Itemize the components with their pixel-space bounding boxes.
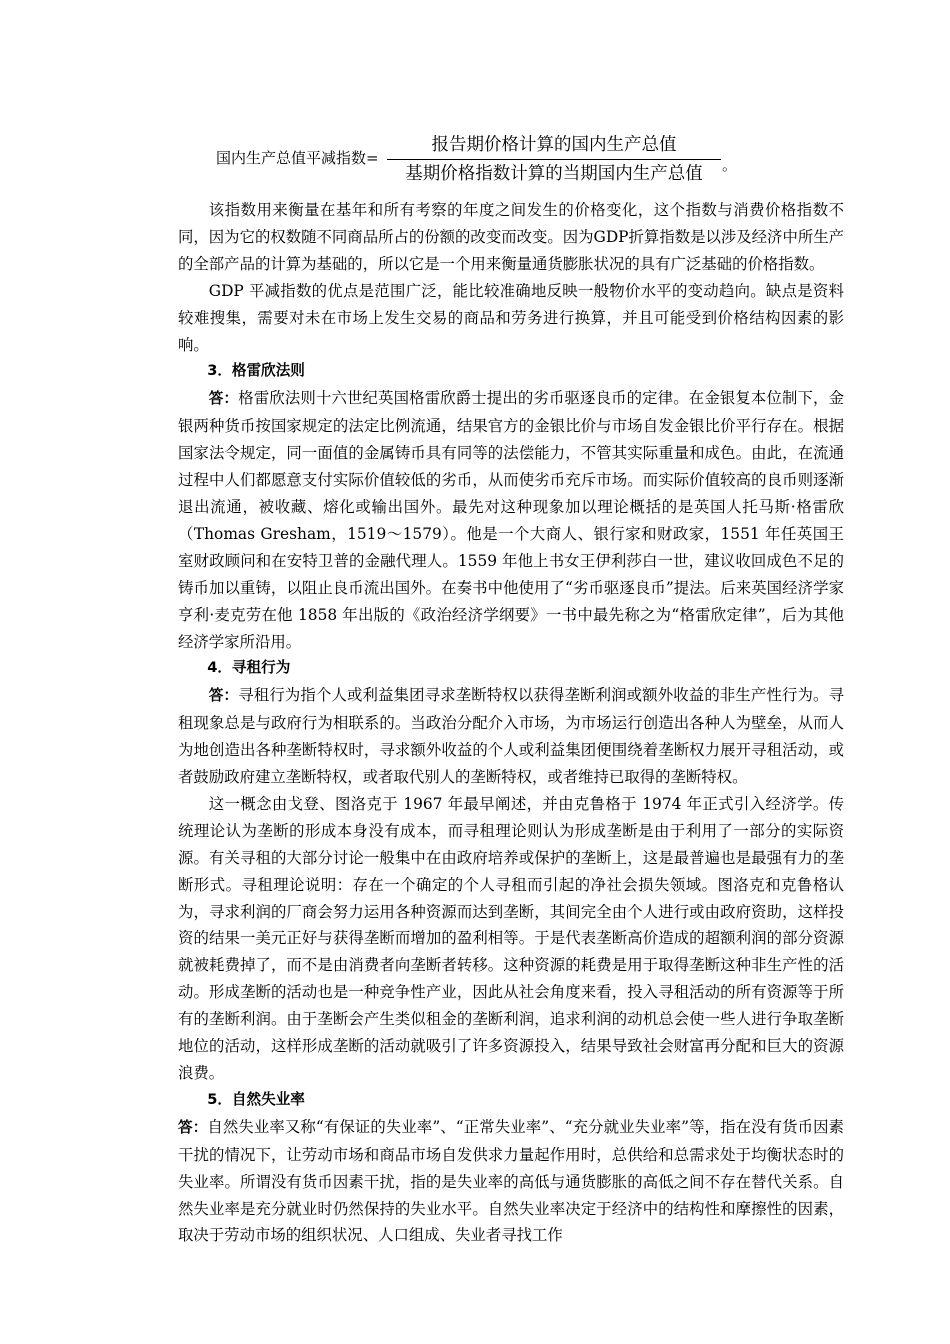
formula-fraction bbox=[387, 132, 721, 187]
answer-text: 自然失业率又称“有保证的失业率”、“正常失业率”、“充分就业失业率”等，指在没有货币因素干扰的情况下，让劳动市场和商品市场自发供求力量起作用时，总供给和总需求处于均衡状态时的失业率。所谓没有货币因素干扰，指的是失业率的高低与通货膨胀的高低之间不存在替代关系。自然失业率是充分就业时仍然保持的失业水平。自然失业率决定于经济中的结构性和摩擦性的因素，取决于劳动市场的组织状况、人口组成、失业者寻找工作 bbox=[178, 1117, 844, 1245]
document-page bbox=[178, 130, 844, 1249]
formula-label: 国内生产总值平减指数= bbox=[216, 149, 379, 167]
heading-rent-seeking: 4．寻租行为 bbox=[207, 659, 291, 677]
formula-numerator: 报告期价格计算的国内生产总值 bbox=[431, 135, 677, 155]
answer-text: 格雷欣法则十六世纪英国格雷欣爵士提出的劣币驱逐良币的定律。在金银复本位制下，金银两种货币按国家规定的法定比例流通，结果官方的金银比价与市场自发金银比价平行存在。根据国家法令规定，同一面值的金属铸币具有同等的法偿能力，不管其实际重量和成色。由此，在流通过程中人们都愿意支付实际价值较低的劣币，从而使劣币充斥市场。而实际价值较高的良币则逐渐退出流通，被收藏、熔化或输出国外。最先对这种现象加以理论概括的是英国人托马斯·格雷欣（Thomas Gresham，1519～1579）。他是一个大商人、银行家和财政家，1551 年任英国王室财政顾问和在安特卫普的金融代理人。1559 年他上书女王伊利莎白一世，建议收回成色不足的铸币加以重铸，以阻止良币流出国外。在奏书中他使用了“劣币驱逐良币”提法。后来英国经济学家亨利·麦克劳在他 1858 年出版的《政治经济学纲要》一书中最先称之为“格雷欣定律”，后为其他经济学家所沿用。 bbox=[178, 389, 844, 651]
answer-text: 寻租行为指个人或利益集团寻求垄断特权以获得垄断利润或额外收益的非生产性行为。寻租现象总是与政府行为相联系的。当政治分配介入市场，为市场运行创造出各种人为壁垒，从而人为地创造出各种垄断特权时，寻求额外收益的个人或利益集团便围绕着垄断权力展开寻租活动，或者鼓励政府建立垄断特权，或者取代别人的垄断特权，或者维持已取得的垄断特权。 bbox=[178, 686, 844, 787]
gdp-deflator-formula bbox=[178, 130, 844, 188]
answer-label: 答： bbox=[208, 390, 239, 408]
paragraph-natural-unemployment-answer bbox=[178, 1114, 844, 1250]
formula-end-mark: 。 bbox=[722, 156, 738, 174]
formula-denominator: 基期价格指数计算的当期国内生产总值 bbox=[405, 164, 703, 184]
fraction-bar bbox=[387, 159, 721, 160]
paragraph-rent-seeking-answer bbox=[178, 682, 844, 791]
answer-label: 答： bbox=[208, 687, 239, 705]
paragraph-rent-seeking-history: 这一概念由戈登、图洛克于 1967 年最早阐述，并由克鲁格于 1974 年正式引入经济学。传统理论认为垄断的形成本身没有成本，而寻租理论则认为形成垄断是由于利用了一部分的实际资源。有关寻租的大部分讨论一般集中在由政府培养或保护的垄断上，这是最普遍也是最强有力的垄断形式。寻租理论说明：存在一个确定的个人寻租而引起的净社会损失领域。图洛克和克鲁格认为，寻求利润的厂商会努力运用各种资源而达到垄断，其间完全由个人进行或由政府资助，这样投资的结果一美元正好与获得垄断而增加的盈利相等。于是代表垄断高价造成的超额利润的部分资源就被耗费掉了，而不是由消费者向垄断者转移。这种资源的耗费是用于取得垄断这种非生产性的活动。形成垄断的活动也是一种竞争性产业，因此从社会角度来看，投入寻租活动的所有资源等于所有的垄断利润。由于垄断会产生类似租金的垄断利润，追求利润的动机总会使一些人进行争取垄断地位的活动，这样形成垄断的活动就吸引了许多资源投入，结果导致社会财富再分配和巨大的资源浪费。 bbox=[178, 794, 844, 1082]
answer-label: 答： bbox=[178, 1118, 208, 1136]
paragraph-deflator-description: 该指数用来衡量在基年和所有考察的年度之间发生的价格变化，这个指数与消费价格指数不同，因为它的权数随不同商品所占的份额的改变而改变。因为GDP折算指数是以涉及经济中所生产的全部产品的计算为基础的，所以它是一个用来衡量通货膨胀状况的具有广泛基础的价格指数。 bbox=[178, 201, 845, 273]
heading-natural-unemployment: 5．自然失业率 bbox=[207, 1090, 305, 1108]
paragraph-deflator-pros-cons: GDP 平减指数的优点是范围广泛，能比较准确地反映一般物价水平的变动趋向。缺点是资料较难搜集，需要对未在市场上发生交易的商品和劳务进行换算，并且可能受到价格结构因素的影响。 bbox=[178, 281, 844, 354]
paragraph-gresham-answer bbox=[178, 385, 844, 655]
heading-gresham-law: 3．格雷欣法则 bbox=[207, 362, 305, 380]
